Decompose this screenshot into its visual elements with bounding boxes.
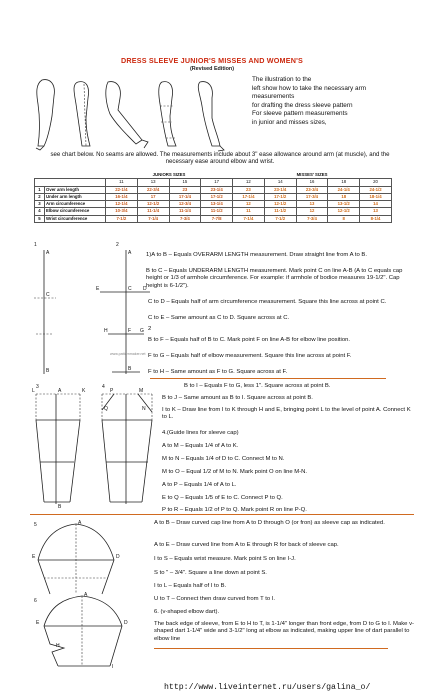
- size-header: 14: [264, 179, 296, 186]
- step-text: M to N – Equals 1/4 of D to C. Connect M to N.: [162, 456, 285, 462]
- svg-text:B: B: [46, 368, 50, 374]
- table-size-row: [35, 179, 392, 186]
- table-cell: 23-1/4: [201, 186, 233, 193]
- svg-text:D: D: [116, 554, 120, 560]
- table-cell: 13: [296, 201, 328, 208]
- table-cell: 11-1/2: [264, 208, 296, 215]
- table-cell: 12: [296, 208, 328, 215]
- step-text: B to C – Equals UNDERARM LENGTH measurement. Mark point C on line A-B (A to C equals cap height or 1/3 of armhole circumference. For example: if armhole of bodice measures 19-1/2". Cap height is 6-1/2").: [146, 268, 403, 289]
- chart-note: see chart below. No seams are allowed. The measurements include about 3" ease allowance around arm (at muscle), and the necessary ease around elbow and wrist.: [50, 151, 390, 166]
- svg-text:H: H: [56, 643, 60, 649]
- table-cell: 24-1/2: [360, 186, 392, 193]
- step-text: 4.(Guide lines for sleeve cap): [162, 430, 239, 436]
- size-header: 18: [328, 179, 360, 186]
- intro-line: for drafting the dress sleeve pattern: [252, 101, 353, 109]
- table-cell: 23: [233, 186, 265, 193]
- table-cell: 22-3/4: [137, 186, 169, 193]
- svg-text:N: N: [142, 406, 146, 412]
- row-number: 5: [35, 215, 45, 222]
- table-cell: 12-3/4: [169, 201, 201, 208]
- table-cell: 23-3/4: [296, 186, 328, 193]
- step-text: B to I – Equals F to G, less 1". Square across at point B.: [184, 383, 331, 389]
- step-text: E to Q – Equals 1/5 of E to C. Connect P to Q.: [162, 495, 283, 501]
- row-number: 3: [35, 201, 45, 208]
- row-label: Over arm length: [45, 186, 106, 193]
- table-cell: 11-1/4: [169, 208, 201, 215]
- svg-text:L: L: [32, 388, 35, 394]
- table-cell: 7-3/4: [296, 215, 328, 222]
- table-cell: 7-1/2: [264, 215, 296, 222]
- table-cell: 13: [360, 208, 392, 215]
- table-cell: 12-1/2: [264, 201, 296, 208]
- svg-text:A: A: [84, 592, 88, 598]
- table-cell: 23-1/4: [264, 186, 296, 193]
- table-cell: 18-1/4: [360, 193, 392, 200]
- size-header: 11: [106, 179, 138, 186]
- divider: [154, 648, 388, 649]
- watermark: www.patternmaker.net: [110, 352, 146, 356]
- measurement-table: [34, 172, 392, 223]
- table-cell: 7-7/8: [201, 215, 233, 222]
- size-header: 12: [233, 179, 265, 186]
- table-cell: 7-3/4: [169, 215, 201, 222]
- table-row: [35, 201, 392, 208]
- table-cell: 13-1/4: [201, 201, 233, 208]
- svg-text:B: B: [58, 504, 62, 510]
- table-cell: 17-3/4: [296, 193, 328, 200]
- step-text: A to E – Draw curved line from A to E through R for back of sleeve cap.: [154, 542, 339, 548]
- table-cell: 10-3/4: [106, 208, 138, 215]
- svg-text:E: E: [36, 620, 40, 626]
- svg-text:E: E: [96, 286, 100, 292]
- table-cell: 18: [328, 193, 360, 200]
- divider: [30, 514, 414, 515]
- table-group-row: [35, 172, 392, 179]
- table-cell: 17: [137, 193, 169, 200]
- intro-text: [252, 76, 412, 128]
- table-cell: 12-1/2: [137, 201, 169, 208]
- svg-text:F: F: [128, 328, 132, 334]
- intro-line: The illustration to the: [252, 76, 312, 83]
- step-number: 2: [148, 326, 152, 332]
- svg-text:K: K: [82, 388, 86, 394]
- step-text: C to D – Equals half of arm circumference measurement. Square this line across at point C.: [148, 299, 387, 305]
- size-header: 16: [296, 179, 328, 186]
- table-cell: 13-1/2: [328, 201, 360, 208]
- row-number: 4: [35, 208, 45, 215]
- step-text: B to J – Same amount as B to I. Square across at point B.: [162, 395, 313, 401]
- step-text: I to K – Draw line from I to K through H and E, bringing point L to the level of point A. Connect K to L.: [162, 407, 411, 421]
- table-cell: 8-1/4: [360, 215, 392, 222]
- svg-text:Q: Q: [104, 406, 108, 412]
- step-text: P to R – Equals 1/2 of P to Q. Mark point R on line P-Q.: [162, 507, 307, 513]
- svg-text:A: A: [128, 250, 132, 256]
- svg-text:D: D: [124, 620, 128, 626]
- step-text: The back edge of sleeve, from E to H to T, is 1-1/4" longer than front edge, from D to G to I. Make v-shaped dart 1-1/4" wide and 3-1/2" long at elbow as indicated, making upper line of dart parallel to elbow line: [154, 621, 414, 642]
- step-text: F to G – Equals half of elbow measurement. Square this line across at point F.: [148, 353, 352, 359]
- size-header: 17: [201, 179, 233, 186]
- svg-text:P: P: [110, 388, 114, 394]
- svg-text:D: D: [143, 286, 147, 292]
- arm-measurement-illustration: [30, 76, 252, 152]
- table-cell: 12-1/2: [328, 208, 360, 215]
- table-cell: 11-1/4: [137, 208, 169, 215]
- size-header: 13: [137, 179, 169, 186]
- step-text: I to L – Equals half of I to B.: [154, 583, 227, 589]
- diagram-number-4: 4: [102, 384, 105, 390]
- step-text: M to O – Equal 1/2 of M to N. Mark point O on line M-N.: [162, 469, 308, 475]
- svg-text:A: A: [78, 520, 82, 526]
- svg-text:C: C: [46, 292, 50, 298]
- svg-text:M: M: [139, 388, 144, 394]
- table-cell: 16-1/4: [106, 193, 138, 200]
- row-number: 2: [35, 193, 45, 200]
- size-header: 20: [360, 179, 392, 186]
- table-cell: 11: [233, 208, 265, 215]
- intro-line: For sleeve pattern measurements: [252, 110, 348, 118]
- draft-diagram-1-2: [30, 238, 150, 380]
- diagram-number-2: 2: [116, 242, 119, 248]
- table-cell: 24-1/4: [328, 186, 360, 193]
- svg-text:A: A: [46, 250, 50, 256]
- row-label: Arm circumference: [45, 201, 106, 208]
- table-row: [35, 186, 392, 193]
- row-label: Wrist circumference: [45, 215, 106, 222]
- diagram-number-1: 1: [34, 242, 37, 248]
- table-cell: 7-1/4: [233, 215, 265, 222]
- intro-line: left show how to take the necessary arm: [252, 84, 367, 92]
- diagram-number-5: 5: [34, 522, 37, 528]
- draft-diagram-5-6: [30, 516, 154, 670]
- row-label: Under arm length: [45, 193, 106, 200]
- table-cell: 12-1/4: [106, 201, 138, 208]
- row-label: Elbow circumference: [45, 208, 106, 215]
- step-text: A to M – Equals 1/4 of A to K.: [162, 443, 239, 449]
- page-title: DRESS SLEEVE JUNIOR'S MISSES AND WOMEN'S: [120, 56, 304, 65]
- table-cell: 7-1/4: [137, 215, 169, 222]
- table-cell: 17-1/2: [264, 193, 296, 200]
- table-row: [35, 193, 392, 200]
- table-cell: 17-1/4: [169, 193, 201, 200]
- intro-line: measurements: [252, 93, 295, 101]
- step-text: U to T – Connect then draw curved from T to I.: [154, 596, 276, 602]
- table-cell: 12: [233, 201, 265, 208]
- size-header: 15: [169, 179, 201, 186]
- step-text: C to E – Same amount as C to D. Square across at C.: [148, 315, 290, 321]
- row-number: 1: [35, 186, 45, 193]
- table-cell: 7-1/2: [106, 215, 138, 222]
- table-row: [35, 208, 392, 215]
- svg-text:C: C: [128, 286, 132, 292]
- table-cell: 8: [328, 215, 360, 222]
- source-url: http://www.liveinternet.ru/users/galina_o/: [164, 683, 371, 692]
- table-cell: 22-1/4: [106, 186, 138, 193]
- step-text: I to S – Equals wrist measure. Mark point S on line I-J.: [154, 556, 296, 562]
- group-header-misses: MISSES' SIZES: [296, 172, 328, 177]
- step-text: A to B – Draw curved cap line from A to D through O (or fron) as sleeve cap as indicated.: [154, 520, 385, 526]
- step-text: A to P – Equals 1/4 of A to L.: [162, 482, 237, 488]
- step-text: F to H – Same amount as F to G. Square across at F.: [148, 369, 288, 375]
- svg-text:A: A: [58, 388, 62, 394]
- table-cell: 17-1/2: [201, 193, 233, 200]
- step-text: B to F – Equals half of B to C. Mark point F on line A-B for elbow line position.: [148, 337, 351, 343]
- table-cell: 14: [360, 201, 392, 208]
- diagram-number-6: 6: [34, 598, 37, 604]
- table-cell: 23: [169, 186, 201, 193]
- table-cell: 11-1/2: [201, 208, 233, 215]
- svg-text:G: G: [140, 328, 144, 334]
- table-cell: 17-1/4: [233, 193, 265, 200]
- page-subtitle: (Revised Edition): [189, 66, 235, 72]
- step-text: S to " – 3/4". Square a line down at point S.: [154, 570, 267, 576]
- intro-line: in junior and misses sizes,: [252, 118, 327, 126]
- step-text: 1)A to B – Equals OVERARM LENGTH measurement. Draw straight line from A to B.: [146, 252, 367, 258]
- diagram-number-3: 3: [36, 384, 39, 390]
- svg-text:H: H: [104, 328, 108, 334]
- svg-text:E: E: [32, 554, 36, 560]
- group-header-juniors: JUNIORS SIZES: [152, 172, 186, 177]
- draft-diagram-3-4: [30, 380, 162, 510]
- table-row: [35, 215, 392, 222]
- step-text: 6. (v-shaped elbow dart).: [154, 609, 220, 615]
- divider: [150, 378, 386, 379]
- svg-text:I: I: [112, 664, 114, 670]
- svg-text:B: B: [128, 366, 132, 372]
